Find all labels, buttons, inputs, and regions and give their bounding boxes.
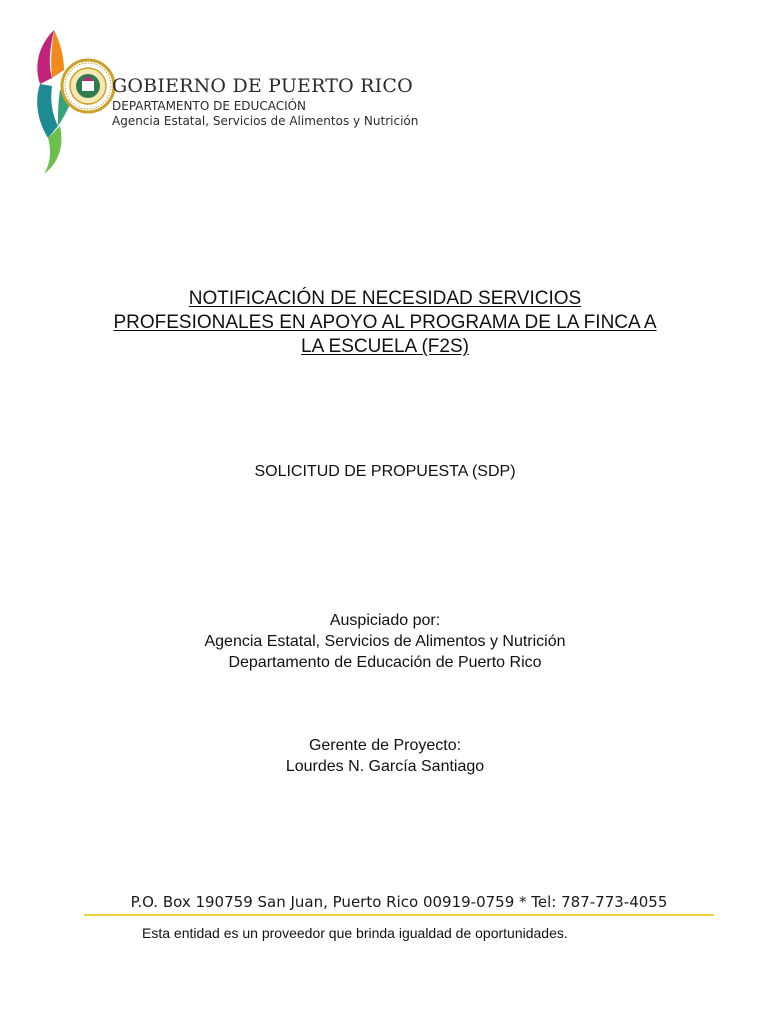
- sponsor-label: Auspiciado por:: [329, 612, 441, 629]
- title-line-1: NOTIFICACIÓN DE NECESIDAD SERVICIOS: [188, 288, 582, 309]
- agency-name: Agencia Estatal, Servicios de Alimentos y Nutrición: [112, 114, 419, 128]
- document-title: [60, 287, 710, 359]
- sponsor-agency: Agencia Estatal, Servicios de Alimentos y Nutrición: [204, 633, 566, 650]
- footer-divider: [84, 914, 714, 916]
- logo-text: [112, 74, 442, 129]
- sponsor-block: [0, 610, 770, 673]
- sponsor-department: Departamento de Educación de Puerto Rico: [228, 654, 542, 671]
- footer-address: P.O. Box 190759 San Juan, Puerto Rico 00919-0759 * Tel: 787-773-4055: [130, 893, 668, 911]
- department-logo: [30, 26, 120, 176]
- title-line-3: LA ESCUELA (F2S): [301, 336, 469, 357]
- puerto-rico-seal-icon: [62, 60, 114, 112]
- government-name: GOBIERNO DE PUERTO RICO: [112, 75, 413, 97]
- project-manager-block: [0, 735, 770, 777]
- document-subtitle: SOLICITUD DE PROPUESTA (SDP): [254, 463, 516, 480]
- manager-name: Lourdes N. García Santiago: [285, 758, 485, 775]
- manager-label: Gerente de Proyecto:: [308, 737, 462, 754]
- department-name: DEPARTAMENTO DE EDUCACIÓN: [112, 99, 307, 113]
- footer-equal-opportunity-note: Esta entidad es un proveedor que brinda igualdad de oportunidades.: [142, 925, 568, 941]
- title-line-2: PROFESIONALES EN APOYO AL PROGRAMA DE LA FINCA A: [113, 312, 657, 333]
